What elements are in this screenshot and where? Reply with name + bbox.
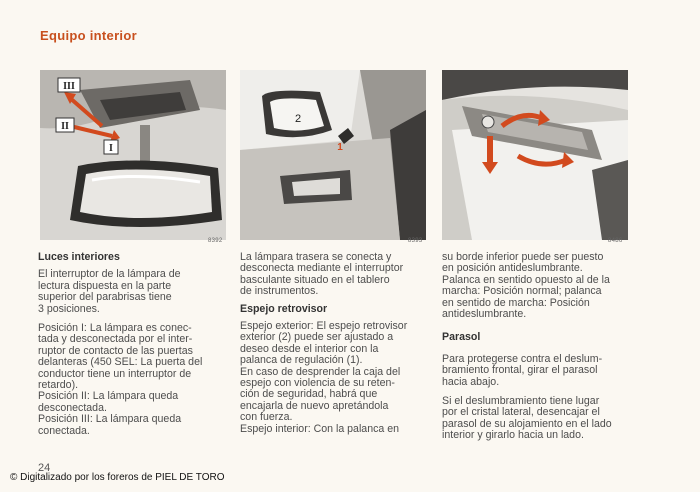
paragraph-rear-lamp: La lámpara trasera se conecta y desconecta mediante el interruptor basculante situado en el tablero de instrumentos. xyxy=(240,251,404,298)
lamp-position-label-3: III xyxy=(63,81,75,92)
figure-sun-visor xyxy=(442,70,628,240)
figure-code-3: 8486 xyxy=(608,238,623,244)
interior-lamp-illustration xyxy=(40,70,226,240)
figure-interior-lamp xyxy=(40,70,226,240)
lamp-position-label-2: II xyxy=(61,121,69,132)
sun-visor-illustration xyxy=(442,70,628,240)
heading-rearview-mirror: Espejo retrovisor xyxy=(240,302,328,315)
figure-code-1: 8392 xyxy=(208,238,223,244)
heading-sun-visor: Parasol xyxy=(442,331,481,344)
page-number: 24 xyxy=(38,462,51,474)
paragraph-visor-down: Para protegerse contra el deslum- bramiento frontal, girar el parasol hacia abajo. xyxy=(442,352,603,388)
column-interior-lights xyxy=(38,252,234,441)
figure-exterior-mirror xyxy=(240,70,426,240)
section-title: Equipo interior xyxy=(40,28,137,43)
mirror-label-1: 1 xyxy=(337,142,343,153)
lamp-position-label-1: I xyxy=(109,143,113,154)
paragraph-lamp-positions: Posición I: La lámpara es conec- tada y desconectada por el inter- ruptor de contacto de las puertas delanteras (450 SEL: La puerta del conductor tiene un interruptor de retardo). Posición II: La lámpara queda desconectada. Posición III: La lámpara queda conectada. xyxy=(38,322,203,437)
mirror-label-2: 2 xyxy=(294,113,302,125)
paragraph-lamp-switch: El interruptor de la lámpara de lectura dispuesta en la parte superior del parabrisas tiene 3 posiciones. xyxy=(38,268,181,315)
paragraph-antiglare: su borde inferior puede ser puesto en posición antideslumbrante. Palanca en sentido opuesto al de la marcha: Posición normal; palanca en sentido de marcha: Posición antideslumbrante. xyxy=(442,251,610,321)
scan-credit: © Digitalizado por los foreros de PIEL DE TORO xyxy=(10,472,225,483)
column-mirror xyxy=(240,252,436,439)
exterior-mirror-illustration xyxy=(240,70,426,240)
paragraph-mirror: Espejo exterior: El espejo retrovisor exterior (2) puede ser ajustado a deseo desde el interior con la palanca de regulación (1). En caso de desprender la caja del espejo con violencia de su reten- ción de seguridad, habrá que encajarla de nuevo apretándola con fuerza. Espejo interior: Con la palanca en xyxy=(240,320,408,435)
column-sun-visor xyxy=(442,252,642,446)
paragraph-visor-side: Si el deslumbramiento tiene lugar por el cristal lateral, desencajar el parasol de su alojamiento en el lado interior y girarlo hacia un lado. xyxy=(442,395,612,442)
figure-code-2: 8393 xyxy=(408,238,423,244)
heading-interior-lights: Luces interiores xyxy=(38,251,120,263)
